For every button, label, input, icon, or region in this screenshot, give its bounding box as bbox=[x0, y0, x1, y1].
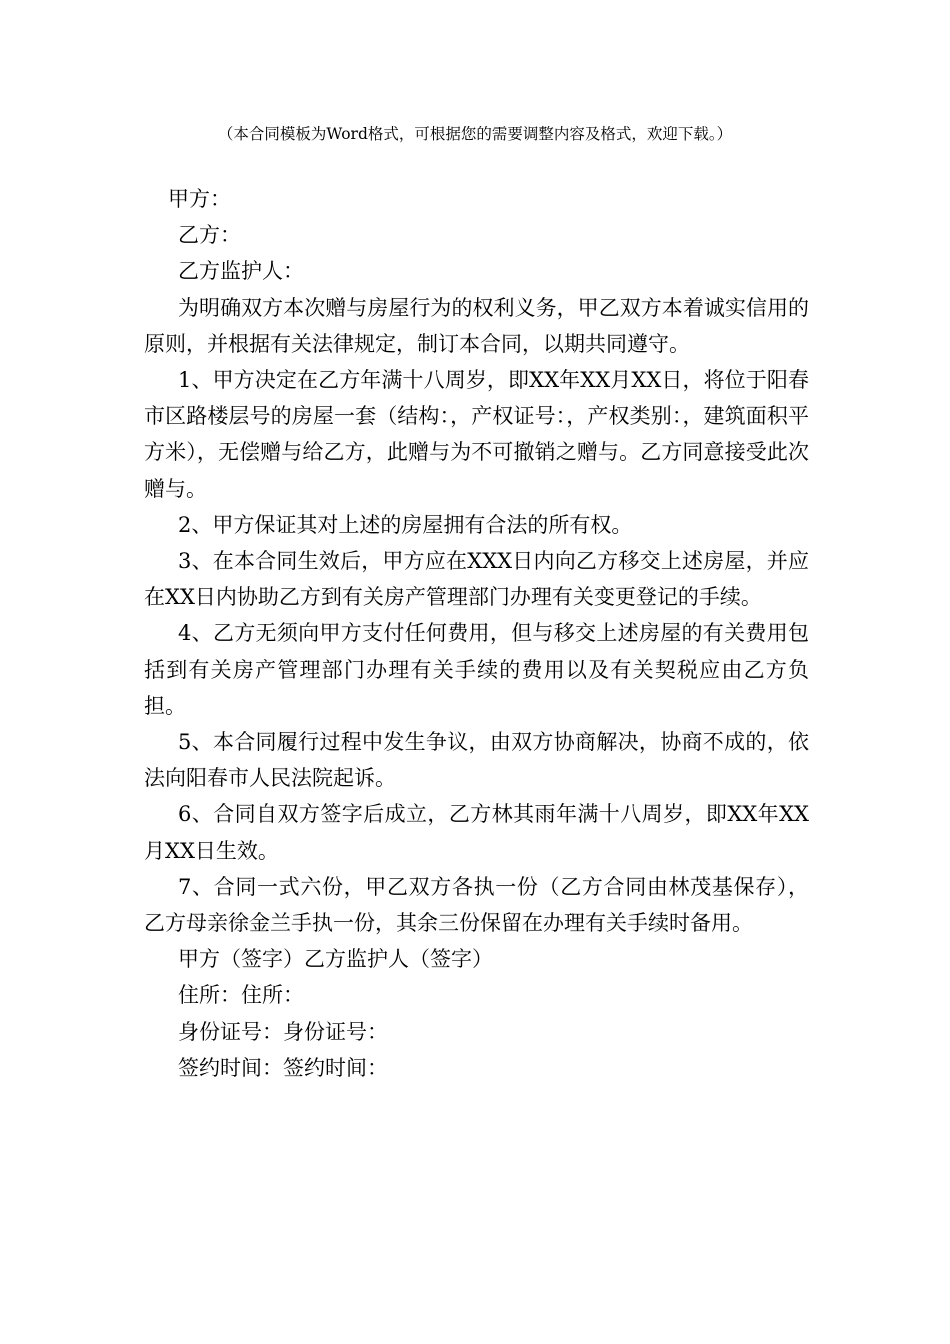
template-note: （本合同模板为Word格式，可根据您的需要调整内容及格式，欢迎下载。） bbox=[217, 125, 733, 143]
party-a-line: 甲方： bbox=[168, 187, 231, 211]
clause-1: 1、甲方决定在乙方年满十八周岁，即XX年XX月XX日，将位于阳春市区路楼层号的房屋一套（结构：，产权证号：，产权类别：，建筑面积平方米），无偿赠与给乙方，此赠与为不可撤销之赠与。乙方同意接受此次赠与。 bbox=[144, 368, 809, 501]
clause-3: 3、在本合同生效后，甲方应在XXX日内向乙方移交上述房屋，并应在XX日内协助乙方到有关房产管理部门办理有关变更登记的手续。 bbox=[144, 549, 809, 610]
id-number-line: 身份证号：身份证号： bbox=[178, 1019, 388, 1044]
clause-6: 6、合同自双方签字后成立，乙方林其雨年满十八周岁，即XX年XX月XX日生效。 bbox=[144, 802, 809, 863]
address-line: 住所：住所： bbox=[178, 983, 304, 1008]
preamble-paragraph: 为明确双方本次赠与房屋行为的权利义务，甲乙双方本着诚实信用的原则，并根据有关法律规定，制订本合同，以期共同遵守。 bbox=[144, 295, 809, 356]
party-b-guardian-line: 乙方监护人： bbox=[178, 259, 304, 284]
contract-body bbox=[144, 181, 809, 1086]
signature-line: 甲方（签字）乙方监护人（签字） bbox=[178, 947, 493, 972]
party-b-line: 乙方： bbox=[178, 223, 241, 248]
clause-7: 7、合同一式六份，甲乙双方各执一份（乙方合同由林茂基保存），乙方母亲徐金兰手执一份，其余三份保留在办理有关手续时备用。 bbox=[144, 874, 809, 936]
sign-date-line: 签约时间：签约时间： bbox=[178, 1055, 388, 1080]
clause-4: 4、乙方无须向甲方支付任何费用，但与移交上述房屋的有关费用包括到有关房产管理部门办理有关手续的费用以及有关契税应由乙方负担。 bbox=[144, 621, 809, 718]
clause-2: 2、甲方保证其对上述的房屋拥有合法的所有权。 bbox=[178, 512, 633, 537]
clause-5: 5、本合同履行过程中发生争议，由双方协商解决，协商不成的，依法向阳春市人民法院起诉。 bbox=[144, 730, 809, 791]
